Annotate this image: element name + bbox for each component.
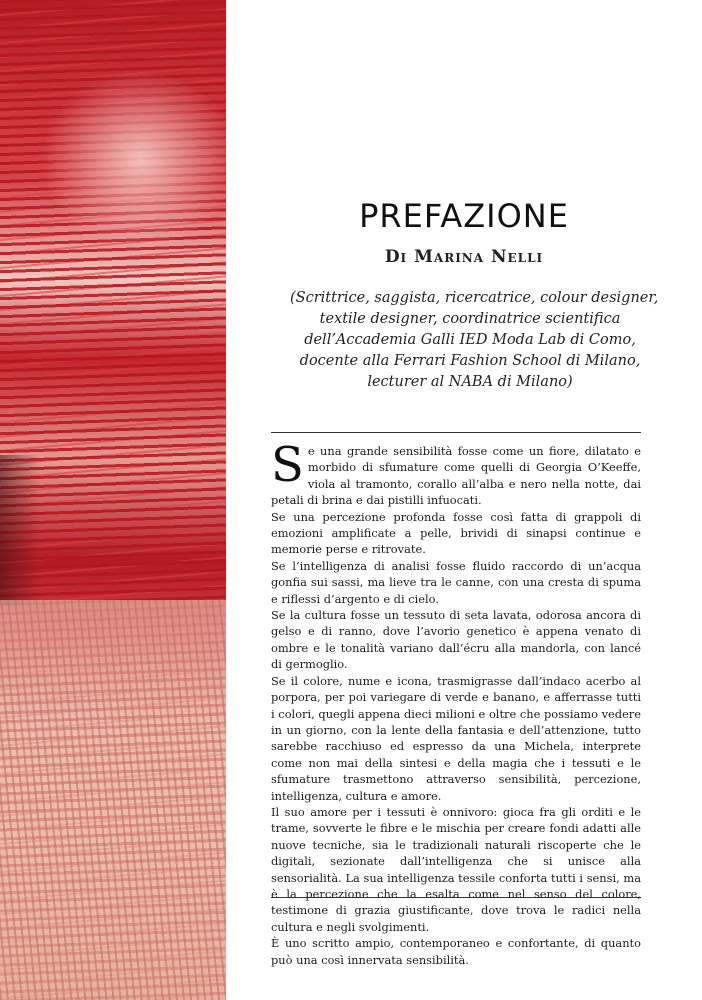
paragraph: Il suo amore per i tessuti è onnivoro: gioca fra gli orditi e le trame, sovverte le fibre e le mischia per creare fondi adatti alle nuove tecniche, sia le tradizionali naturali riscoperte che le digitali, sezionate dall’intelligenza che si unisce alla sensorialità. La sua intelligenza tessile conforta tutti i sensi, ma è la percezione che la esalta come nel senso del colore, testimone di grazia giustificante, dove trova le radici nella cultura e negli svolgimenti. [271, 804, 641, 934]
photo-highlight [40, 70, 226, 250]
paragraph: Se il colore, nume e icona, trasmigrasse dall’indaco acerbo al porpora, per poi variegare di verde e banano, e afferrasse tutti i colori, quegli appena dieci milioni e oltre che possiamo vedere in un giorno, con la lente della fantasia e dell’attenzione, tutto sarebbe racchiuso ed espresso da una Michela, interprete come non mai della sintesi e della magia che i tessuti e le sfumature trasmettono attraverso sensibilità, percezione, intelligenza, cultura e amore. [271, 673, 641, 803]
photo-shadow [0, 455, 40, 605]
credits-line: lecturer al NABA di Milano) [367, 374, 573, 390]
paragraph: Se una percezione profonda fosse così fatta di grappoli di emozioni amplificate a pelle, brividi di sinapsi continue e memorie perse e ritrovate. [271, 509, 641, 557]
loom-threads-photo [0, 0, 226, 1000]
paragraph-text: e una grande sensibilità fosse come un fiore, dilatato e morbido di sfumature come quelli di Georgia O’Keeffe, viola al tramonto, corallo all’alba e nero nella notte, dai petali di brina e dai pistilli infuocati. [271, 444, 641, 508]
credits-line: (Scrittrice, saggista, ricercatrice, colour designer, [290, 290, 659, 306]
paragraph [271, 437, 641, 509]
drop-cap: S [271, 437, 304, 493]
paragraph: Se la cultura fosse un tessuto di seta lavata, odorosa ancora di gelso e di ranno, dove l’avorio genetico è appena venato di ombre e le tonalità variano dall’écru alla mandorla, con lancé di germoglio. [271, 608, 641, 672]
credits-line: dell’Accademia Galli IED Moda Lab di Como, [304, 332, 636, 348]
author-credits [290, 288, 659, 393]
page-title: PREFAZIONE [359, 197, 569, 235]
author-byline: Di Marina Nelli [384, 247, 544, 267]
credits-line: textile designer, coordinatrice scientifica [319, 311, 621, 327]
paragraph: Se l’intelligenza di analisi fosse fluido raccordo di un’acqua gonfia sui sassi, ma lieve tra le canne, con una cresta di spuma e riflessi d’argento e di cielo. [271, 558, 641, 606]
credits-line: docente alla Ferrari Fashion School di Milano, [299, 353, 641, 369]
paragraph: È uno scritto ampio, contemporaneo e confortante, di quanto può una così innervata sensibilità. [271, 936, 641, 967]
photo-warp-threads [0, 600, 226, 1000]
preface-body [271, 437, 641, 968]
bottom-divider [271, 897, 641, 898]
top-divider [271, 432, 641, 433]
